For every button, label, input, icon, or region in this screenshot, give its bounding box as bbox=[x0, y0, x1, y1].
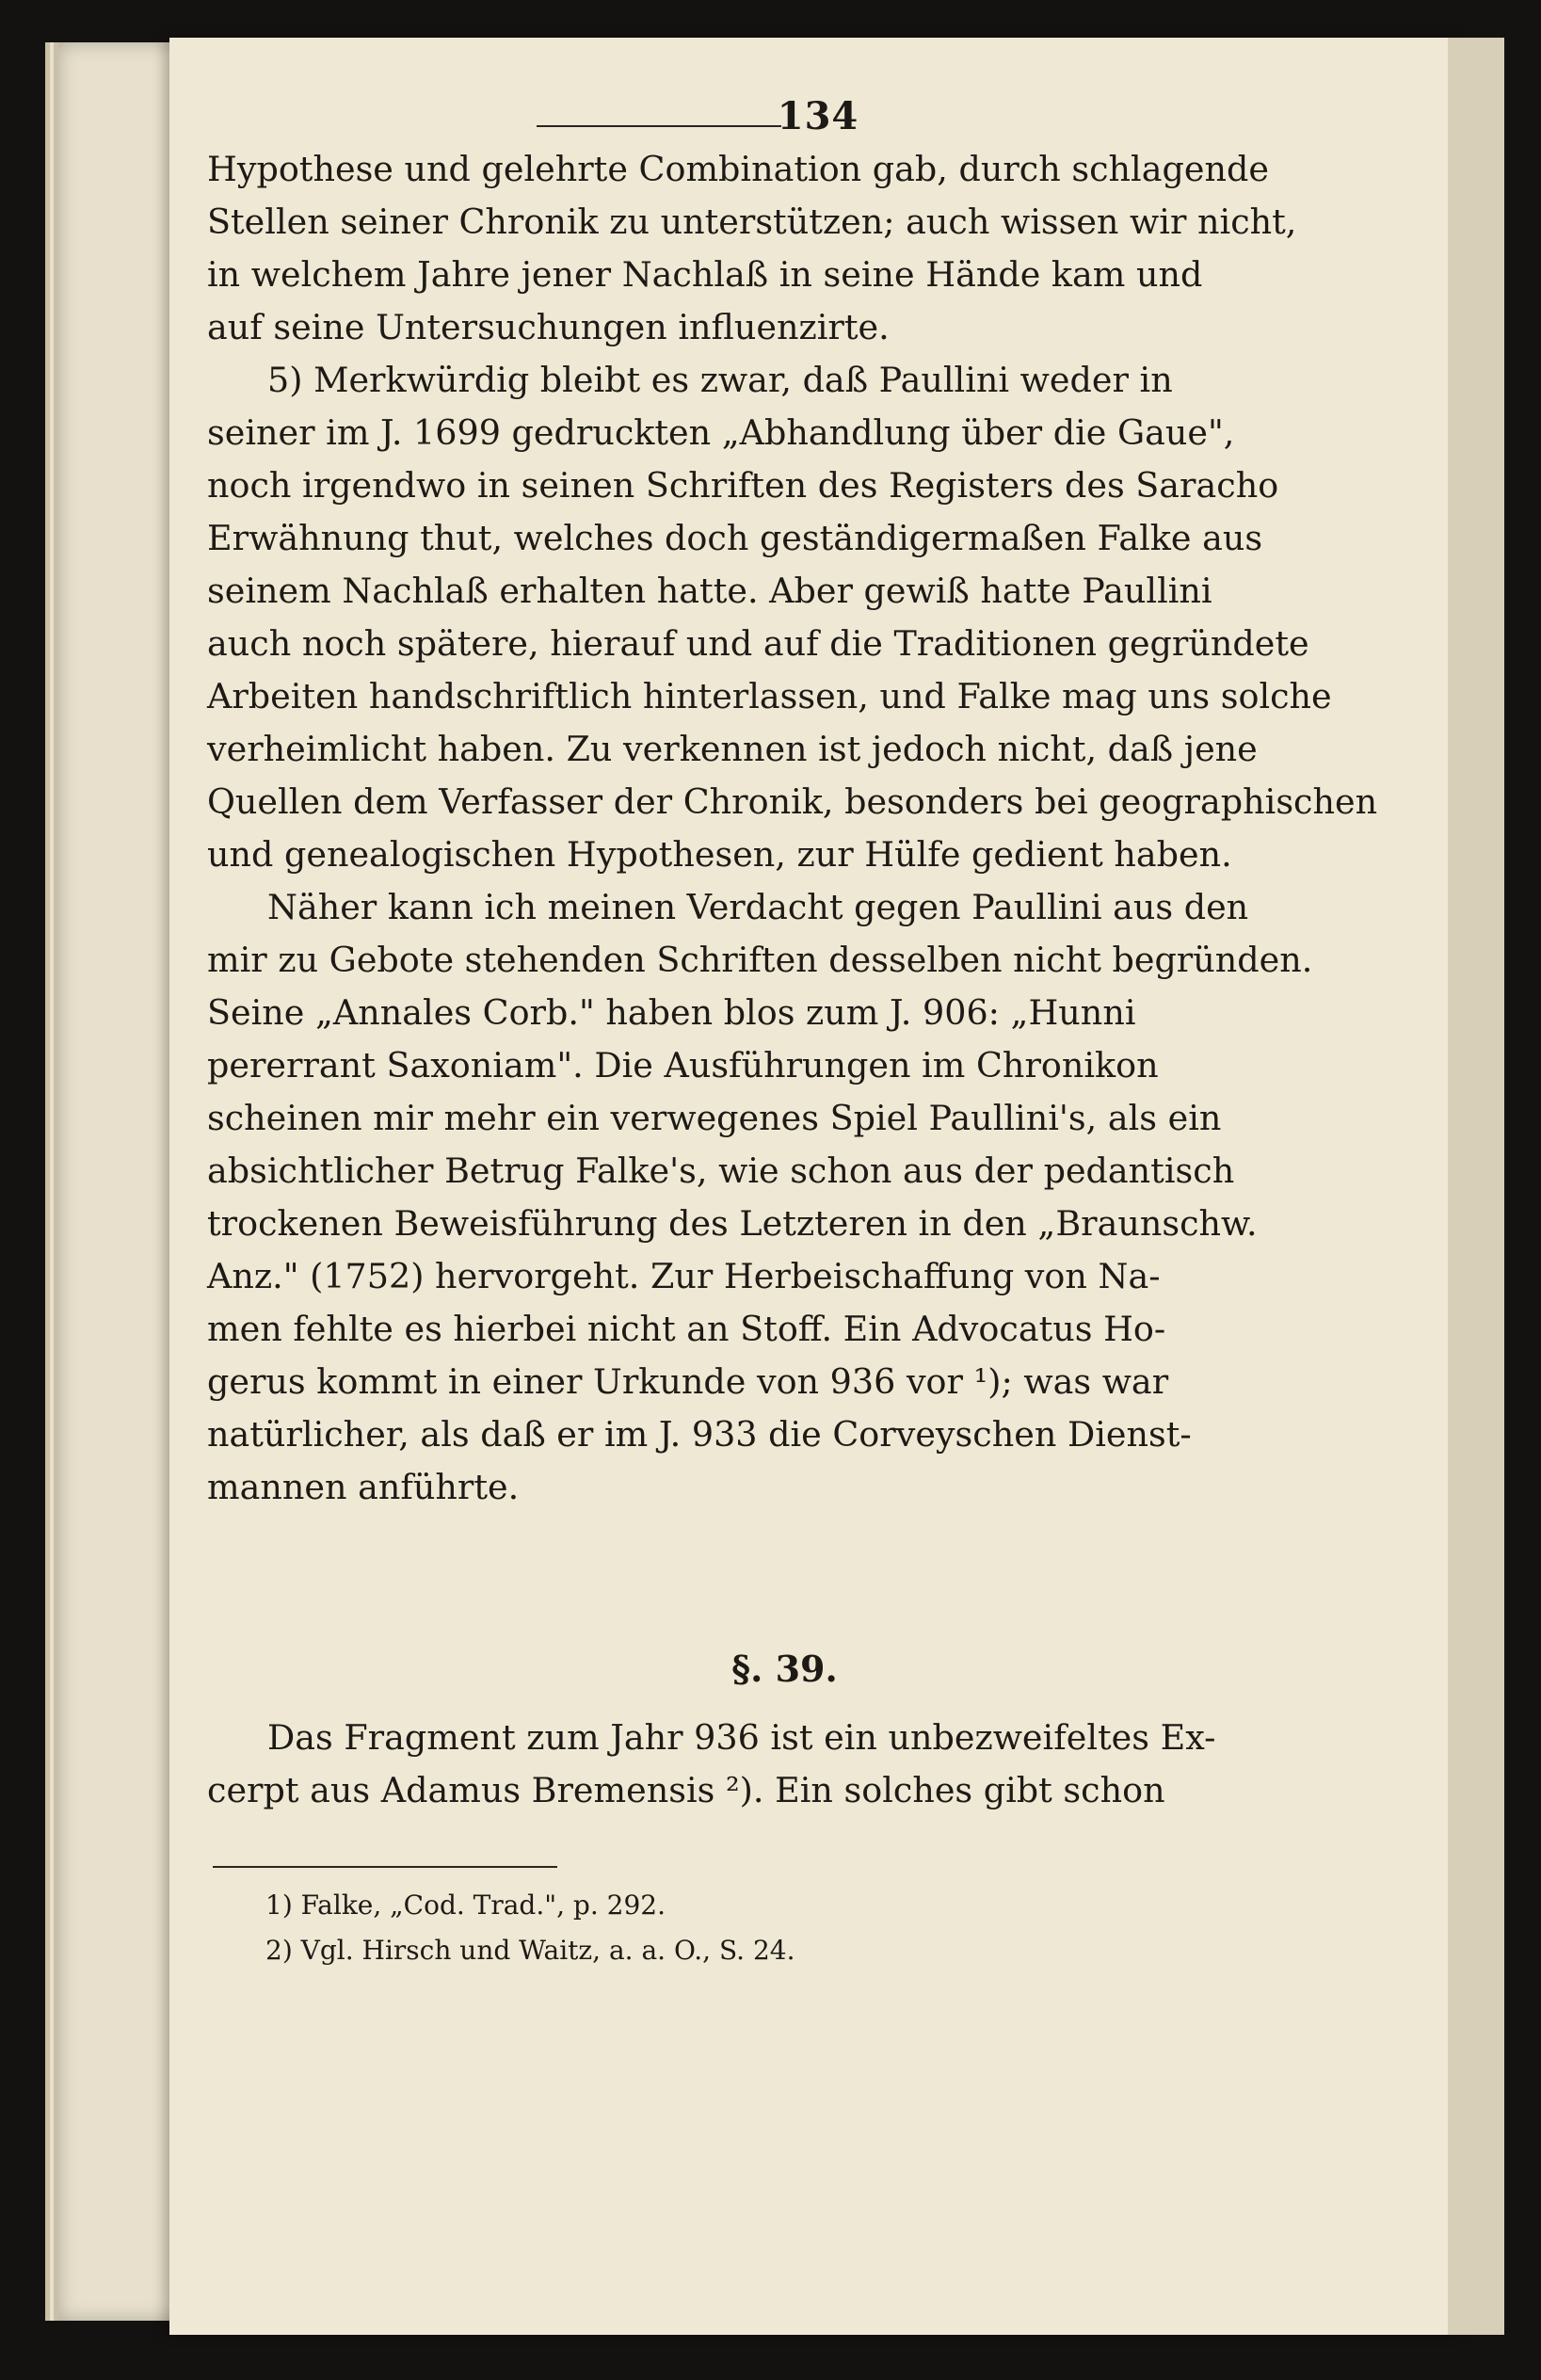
facing-page-edge bbox=[1448, 38, 1504, 2335]
text-line: pererrant Saxoniam". Die Ausführungen im Chronikon bbox=[207, 1045, 1159, 1085]
text-line: cerpt aus Adamus Bremensis ²). Ein solches gibt schon bbox=[207, 1770, 1165, 1810]
text-line: auf seine Untersuchungen influenzirte. bbox=[207, 307, 890, 347]
text-line: natürlicher, als daß er im J. 933 die Corveyschen Dienst- bbox=[207, 1414, 1192, 1455]
text-line: 5) Merkwürdig bleibt es zwar, daß Paullini weder in bbox=[267, 360, 1173, 400]
text-line: Stellen seiner Chronik zu unterstützen; auch wissen wir nicht, bbox=[207, 201, 1297, 242]
text-line: Quellen dem Verfasser der Chronik, besonders bei geographischen bbox=[207, 781, 1378, 822]
text-line: Hypothese und gelehrte Combination gab, durch schlagende bbox=[207, 149, 1269, 189]
text-line: und genealogischen Hypothesen, zur Hülfe gedient haben. bbox=[207, 834, 1232, 875]
footnote: 1) Falke, „Cod. Trad.", p. 292. bbox=[265, 1890, 666, 1921]
body-text bbox=[207, 143, 1378, 1514]
header-rule bbox=[537, 125, 781, 127]
text-line: men fehlte es hierbei nicht an Stoff. Ein Advocatus Ho- bbox=[207, 1309, 1166, 1349]
body-text-section bbox=[207, 1712, 1216, 1817]
text-line: Anz." (1752) hervorgeht. Zur Herbeischaffung von Na- bbox=[207, 1256, 1161, 1296]
section-heading: §. 39. bbox=[731, 1648, 838, 1690]
text-line: Näher kann ich meinen Verdacht gegen Paullini aus den bbox=[267, 887, 1249, 927]
text-line: trockenen Beweisführung des Letzteren in den „Braunschw. bbox=[207, 1203, 1258, 1244]
footnote-rule bbox=[213, 1866, 557, 1868]
text-line: verheimlicht haben. Zu verkennen ist jedoch nicht, daß jene bbox=[207, 729, 1258, 769]
text-line: Das Fragment zum Jahr 936 ist ein unbezweifeltes Ex- bbox=[267, 1717, 1216, 1758]
text-line: seiner im J. 1699 gedruckten „Abhandlung über die Gaue", bbox=[207, 412, 1235, 453]
footnote: 2) Vgl. Hirsch und Waitz, a. a. O., S. 24. bbox=[265, 1935, 795, 1966]
text-line: Arbeiten handschriftlich hinterlassen, und Falke mag uns solche bbox=[207, 676, 1332, 716]
page-number: 134 bbox=[777, 94, 859, 138]
text-line: Erwähnung thut, welches doch geständigermaßen Falke aus bbox=[207, 518, 1263, 558]
text-line: Seine „Annales Corb." haben blos zum J. 906: „Hunni bbox=[207, 992, 1136, 1033]
text-line: absichtlicher Betrug Falke's, wie schon aus der pedantisch bbox=[207, 1150, 1235, 1191]
text-line: gerus kommt in einer Urkunde von 936 vor ¹); was war bbox=[207, 1361, 1169, 1402]
text-line: in welchem Jahre jener Nachlaß in seine Hände kam und bbox=[207, 254, 1203, 295]
text-line: noch irgendwo in seinen Schriften des Registers des Saracho bbox=[207, 465, 1279, 506]
text-line: mir zu Gebote stehenden Schriften desselben nicht begründen. bbox=[207, 940, 1313, 980]
text-line: scheinen mir mehr ein verwegenes Spiel Paullini's, als ein bbox=[207, 1098, 1222, 1138]
text-line: auch noch spätere, hierauf und auf die Traditionen gegründete bbox=[207, 623, 1309, 664]
text-line: mannen anführte. bbox=[207, 1467, 520, 1507]
footnotes bbox=[265, 1883, 1113, 1973]
text-line: seinem Nachlaß erhalten hatte. Aber gewiß hatte Paullini bbox=[207, 571, 1212, 611]
